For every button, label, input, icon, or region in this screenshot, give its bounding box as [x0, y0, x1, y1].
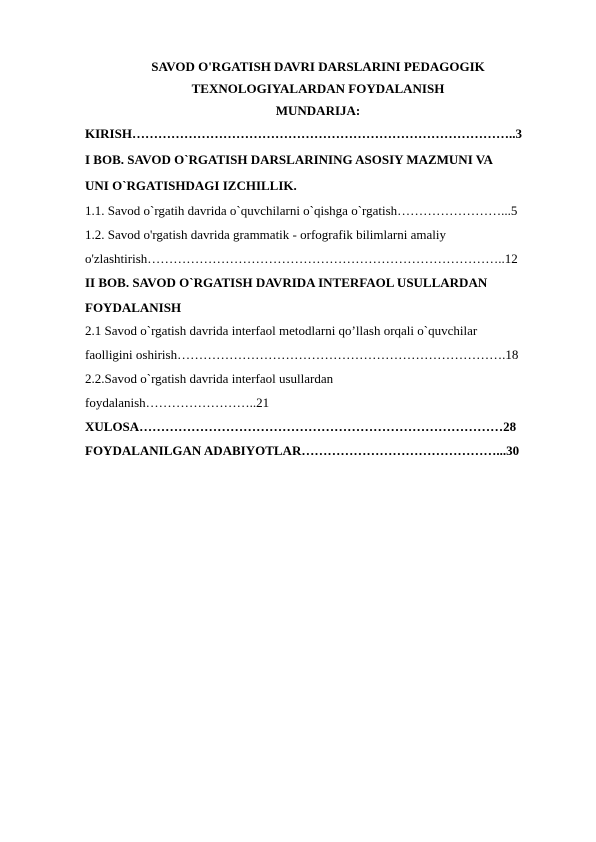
- toc-entry-references: FOYDALANILGAN ADABIYOTLAR………………………………………...30: [85, 443, 520, 458]
- toc-section-2-1-line-1: 2.1 Savod o`rgatish davrida interfaol metodlarni qo’llash orqali o`quvchilar: [85, 323, 478, 338]
- toc-entry-intro: KIRISH……………………………………………………………………………..3: [85, 126, 522, 141]
- toc-chapter-2-line-2: FOYDALANISH: [85, 300, 182, 315]
- toc-section-2-2-line-1: 2.2.Savod o`rgatish davrida interfaol usullardan: [85, 371, 334, 386]
- toc-chapter-1-line-2: UNI O`RGATISHDAGI IZCHILLIK.: [85, 178, 297, 193]
- toc-section-1-2-line-2: o'zlashtirish………………………………………………………………………..12: [85, 251, 518, 266]
- toc-chapter-1-line-1: I BOB. SAVOD O`RGATISH DARSLARINING ASOSIY MAZMUNI VA: [85, 152, 493, 167]
- document-title-line-1: SAVOD O'RGATISH DAVRI DARSLARINI PEDAGOGIK: [151, 59, 485, 74]
- toc-chapter-2-line-1: II BOB. SAVOD O`RGATISH DAVRIDA INTERFAOL USULLARDAN: [85, 275, 488, 290]
- toc-entry-conclusion: XULOSA…………………………………………………………………………28: [85, 419, 517, 434]
- toc-section-1-2-line-1: 1.2. Savod o'rgatish davrida grammatik - orfografik bilimlarni amaliy: [85, 227, 446, 242]
- toc-section-1-1: 1.1. Savod o`rgatih davrida o`quvchilarni o`qishga o`rgatish……………………...5: [85, 203, 518, 218]
- document-title-line-2: TEXNOLOGIYALARDAN FOYDALANISH: [191, 81, 445, 96]
- toc-section-2-1-line-2: faolligini oshirish………………………………………………………………….18: [85, 347, 519, 362]
- contents-heading: MUNDARIJA:: [275, 103, 361, 118]
- toc-section-2-2-line-2: foydalanish……………………..21: [85, 395, 270, 410]
